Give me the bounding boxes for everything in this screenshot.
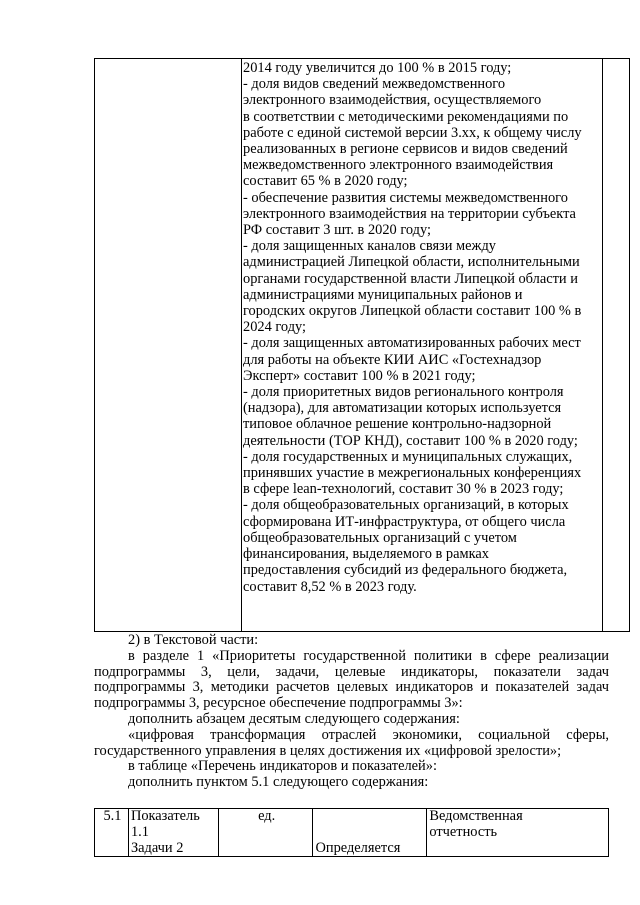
row-name-line: Задачи 2	[130, 839, 184, 856]
cell-text-line: составит 8,52 % в 2023 году.	[243, 578, 417, 595]
row-number: 5.1	[95, 809, 129, 857]
cell-text-line: - доля защищенных автоматизированных рабочих мест	[243, 335, 581, 352]
table-border-top	[94, 58, 630, 59]
cell-text-line: общеобразовательных организаций с учетом	[243, 529, 517, 546]
cell-text-line: типовое облачное решение контрольно-надзорной	[243, 416, 552, 433]
table-column-divider	[241, 58, 242, 632]
cell-text-line: - обеспечение развития системы межведомственного	[243, 189, 568, 206]
cell-text-line: - доля приоритетных видов регионального контроля	[243, 384, 564, 401]
paragraph-text-part: 2) в Текстовой части:	[128, 632, 259, 648]
cell-text-line: межведомственного электронного взаимодействия	[243, 157, 554, 174]
paragraph-section-1: в разделе 1 «Приоритеты государственной политики в сфере реализации подпрограммы 3, цели, задачи, целевые индикаторы, показатели задач подпрограммы 3, методики расчетов целевых индикаторов и показателей задач подпрограммы 3, ресурсное обеспечение подпрограммы 3»:	[94, 647, 609, 712]
cell-text-line: для работы на объекте КИИ АИС «Гостехнадзор	[243, 351, 542, 368]
cell-text-line: органами государственной власти Липецкой области и	[243, 270, 578, 287]
table-border-right	[629, 58, 630, 632]
cell-text-line: администрацией Липецкой области, исполнительными	[243, 254, 580, 271]
cell-text-line: сформирована ИТ-инфраструктура, от общего числа	[243, 513, 566, 530]
cell-text-line: городских округов Липецкой области составит 100 % в	[243, 303, 582, 320]
cell-text-line: 2014 году увеличится до 100 % в 2015 году;	[243, 60, 512, 76]
new-row-table	[94, 808, 609, 857]
paragraph-table-indicators: в таблице «Перечень индикаторов и показателей»:	[128, 758, 437, 775]
cell-text-line: деятельности (ТОР КНД), составит 100 % в 2020 году;	[243, 432, 578, 449]
cell-text-line: электронного взаимодействия на территории субъекта	[243, 205, 576, 222]
cell-text-line: работе с единой системой версии 3.хх, к общему числу	[243, 124, 582, 141]
cell-text-line: 2024 году;	[243, 319, 307, 336]
cell-text-line: в сфере lean-технологий, составит 30 % в 2023 году;	[243, 481, 564, 498]
cell-text-line: в соответствии с методическими рекомендациями по	[243, 108, 569, 125]
cell-text-line: принявших участие в межрегиональных конференциях	[243, 465, 582, 482]
cell-text-line: составит 65 % в 2020 году;	[243, 173, 408, 190]
row-unit: ед.	[218, 809, 313, 857]
cell-text-line: - доля общеобразовательных организаций, в которых	[243, 497, 569, 514]
row-name-line: Показатель 1.1	[130, 808, 200, 840]
row-source-line: Ведомственная	[429, 808, 523, 824]
row-source	[427, 809, 609, 857]
cell-text-line: администрациями муниципальных районов и	[243, 286, 523, 303]
row-name	[128, 809, 218, 857]
row-method: Определяется	[313, 809, 427, 857]
cell-text-line: финансирования, выделяемого в рамках	[243, 546, 489, 563]
cell-text-line: Эксперт» составит 100 % в 2021 году;	[243, 367, 476, 384]
row-source-line: отчетность	[429, 823, 498, 840]
table-border-left	[94, 58, 95, 632]
table-row	[95, 809, 609, 857]
cell-text-line: - доля видов сведений межведомственного	[243, 76, 506, 93]
table-cell-indicators-text	[243, 60, 603, 595]
cell-text-line: электронного взаимодействия, осуществляемого	[243, 92, 542, 109]
cell-text-line: РФ составит 3 шт. в 2020 году;	[243, 222, 431, 239]
paragraph-add-point: дополнить пунктом 5.1 следующего содержания:	[128, 774, 429, 791]
cell-text-line: - доля защищенных каналов связи между	[243, 238, 496, 255]
cell-text-line: - доля государственных и муниципальных служащих,	[243, 448, 573, 465]
cell-text-line: реализованных в регионе сервисов и видов сведений	[243, 141, 568, 158]
cell-text-line: предоставления субсидий из федерального бюджета,	[243, 562, 568, 579]
cell-text-line: (надзора), для автоматизации которых используется	[243, 400, 562, 417]
paragraph-add-tenth: дополнить абзацем десятым следующего содержания:	[128, 710, 460, 727]
amendment-text	[94, 633, 609, 791]
paragraph-digital-transformation: «цифровая трансформация отраслей экономики, социальной сферы, государственного управления в целях достижения их «цифровой зрелости»;	[94, 726, 609, 759]
